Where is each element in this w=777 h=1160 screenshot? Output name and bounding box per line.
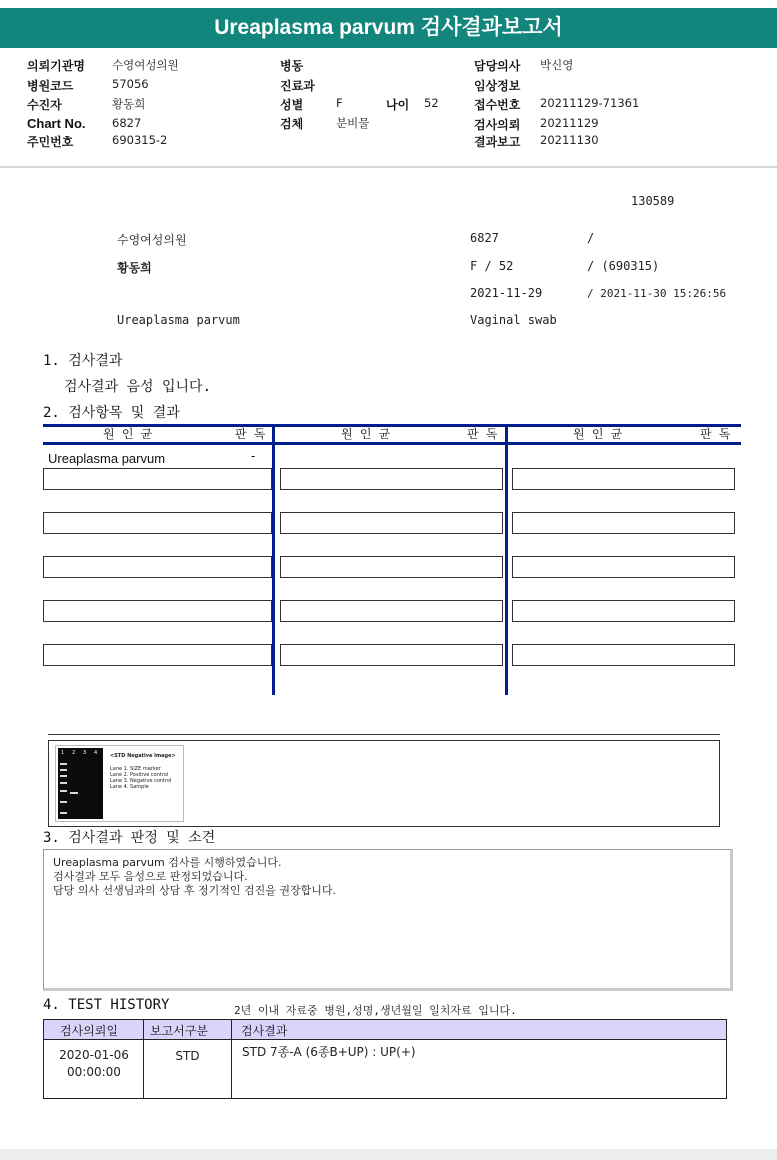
gel-lane-number: 1 xyxy=(61,750,65,756)
meta-value-receipt-no: 20211129-71361 xyxy=(540,96,640,110)
result-box xyxy=(43,512,272,534)
gel-band xyxy=(60,775,67,777)
gel-lane-number: 4 xyxy=(94,750,98,756)
col-header-organism: 원 인 균 xyxy=(103,427,153,441)
result-box xyxy=(512,556,735,578)
result-box xyxy=(43,644,272,666)
history-column-divider xyxy=(231,1020,232,1098)
history-table xyxy=(43,1019,727,1099)
report-sex-age: F / 52 xyxy=(470,259,514,273)
meta-label-clinical-info: 임상정보 xyxy=(474,79,521,93)
section3-title: 3. 검사결과 판정 및 소견 xyxy=(43,830,216,846)
result-box xyxy=(280,644,503,666)
results-column-divider xyxy=(505,424,508,695)
meta-label-receipt-no: 접수번호 xyxy=(474,98,521,112)
gel-band xyxy=(60,763,67,765)
result-box xyxy=(512,512,735,534)
report-code: 130589 xyxy=(631,194,675,208)
report-slash: / xyxy=(587,231,595,245)
meta-label-specimen: 검체 xyxy=(280,117,304,131)
meta-value-chart-no: 6827 xyxy=(112,116,142,130)
col-header-organism: 원 인 균 xyxy=(341,427,391,441)
result-box xyxy=(43,600,272,622)
meta-label-department: 진료과 xyxy=(280,79,315,93)
meta-value-hospital-code: 57056 xyxy=(112,77,149,91)
gel-legend-title: <STD Negative Image> xyxy=(110,753,176,759)
image-area-top-line xyxy=(48,734,720,735)
gel-band xyxy=(60,801,67,803)
history-header-date: 검사의뢰일 xyxy=(60,1024,118,1038)
result-judgment: - xyxy=(251,449,256,463)
report-reported: / 2021-11-30 15:26:56 xyxy=(587,287,727,300)
meta-value-report-date: 20211130 xyxy=(540,133,599,147)
meta-label-id-number: 주민번호 xyxy=(27,135,74,149)
report-chart-no: 6827 xyxy=(470,231,499,245)
gel-band xyxy=(60,812,67,814)
opinion-line: 담당 의사 선생님과의 상담 후 정기적인 검진을 권장합니다. xyxy=(53,884,336,897)
result-box xyxy=(512,644,735,666)
history-header-result: 검사결과 xyxy=(241,1024,288,1038)
result-box xyxy=(43,468,272,490)
report-patient: 황동희 xyxy=(117,261,152,275)
meta-label-age: 나이 xyxy=(386,98,410,112)
report-hospital: 수영여성의원 xyxy=(117,233,187,247)
opinion-line: Ureaplasma parvum 검사를 시행하였습니다. xyxy=(53,856,282,869)
report-specimen: Vaginal swab xyxy=(470,313,557,327)
history-cell-type: STD xyxy=(175,1049,200,1063)
gel-lane-number: 3 xyxy=(83,750,87,756)
gel-legend-line: Lane 1. SIZE marker xyxy=(110,766,161,772)
result-organism: Ureaplasma parvum xyxy=(48,451,166,466)
gel-legend-line: Lane 3. Negative control xyxy=(110,778,172,784)
history-cell-result: STD 7종-A (6종B+UP) : UP(+) xyxy=(242,1045,416,1059)
results-column-divider xyxy=(272,424,275,695)
meta-label-request-date: 검사의뢰 xyxy=(474,118,521,132)
col-header-organism: 원 인 균 xyxy=(573,427,623,441)
meta-label-hospital-code: 병원코드 xyxy=(27,79,74,93)
results-table-header-border xyxy=(43,442,741,445)
meta-value-age: 52 xyxy=(424,96,439,110)
meta-value-id-number: 690315-2 xyxy=(112,133,168,147)
report-test-name: Ureaplasma parvum xyxy=(117,313,240,327)
result-box xyxy=(512,600,735,622)
gel-band xyxy=(70,792,78,794)
result-box xyxy=(512,468,735,490)
col-header-judgment: 판 독 xyxy=(700,427,731,441)
meta-value-patient: 황동희 xyxy=(112,97,146,111)
section1-title: 1. 검사결과 xyxy=(43,353,123,369)
col-header-judgment: 판 독 xyxy=(467,427,498,441)
gel-band xyxy=(60,782,67,784)
gel-legend-line: Lane 2. Positive control xyxy=(110,772,169,778)
meta-value-doctor: 박신영 xyxy=(540,58,574,72)
report-title: Ureaplasma parvum 검사결과보고서 xyxy=(0,8,777,48)
result-box xyxy=(43,556,272,578)
result-box xyxy=(280,556,503,578)
gel-band xyxy=(60,769,67,771)
meta-value-sex: F xyxy=(336,96,343,110)
meta-label-sex: 성별 xyxy=(280,98,304,112)
history-cell-date: 2020-01-06 xyxy=(59,1048,129,1062)
result-box xyxy=(280,600,503,622)
result-box xyxy=(280,468,503,490)
meta-label-report-date: 결과보고 xyxy=(474,135,521,149)
history-table-header xyxy=(44,1020,726,1040)
col-header-judgment: 판 독 xyxy=(235,427,266,441)
meta-label-hospital: 의뢰기관명 xyxy=(27,59,85,73)
page-footer-strip xyxy=(0,1149,777,1160)
gel-lane-number: 2 xyxy=(72,750,76,756)
meta-value-request-date: 20211129 xyxy=(540,116,599,130)
gel-legend-line: Lane 4. Sample xyxy=(110,784,149,790)
report-received: 2021-11-29 xyxy=(470,286,543,300)
meta-label-patient: 수진자 xyxy=(27,98,62,112)
meta-value-hospital: 수영여성의원 xyxy=(112,58,179,72)
section4-title: 4. TEST HISTORY xyxy=(43,997,170,1013)
gel-electrophoresis-image xyxy=(58,748,103,819)
opinion-line: 검사결과 모두 음성으로 판정되었습니다. xyxy=(53,870,248,883)
history-header-type: 보고서구분 xyxy=(150,1024,208,1038)
meta-label-chart-no: Chart No. xyxy=(27,116,86,131)
meta-label-doctor: 담당의사 xyxy=(474,59,521,73)
section2-title: 2. 검사항목 및 결과 xyxy=(43,405,180,421)
gel-band xyxy=(60,790,67,792)
header-divider xyxy=(0,166,777,168)
result-box xyxy=(280,512,503,534)
meta-label-ward: 병동 xyxy=(280,59,304,73)
report-birth: / (690315) xyxy=(587,259,660,273)
section1-result-text: 검사결과 음성 입니다. xyxy=(64,379,212,395)
meta-value-specimen: 분비물 xyxy=(336,116,370,130)
history-cell-time: 00:00:00 xyxy=(67,1065,121,1079)
history-note: 2년 이내 자료중 병원,성명,생년월일 일치자료 입니다. xyxy=(234,1004,517,1017)
